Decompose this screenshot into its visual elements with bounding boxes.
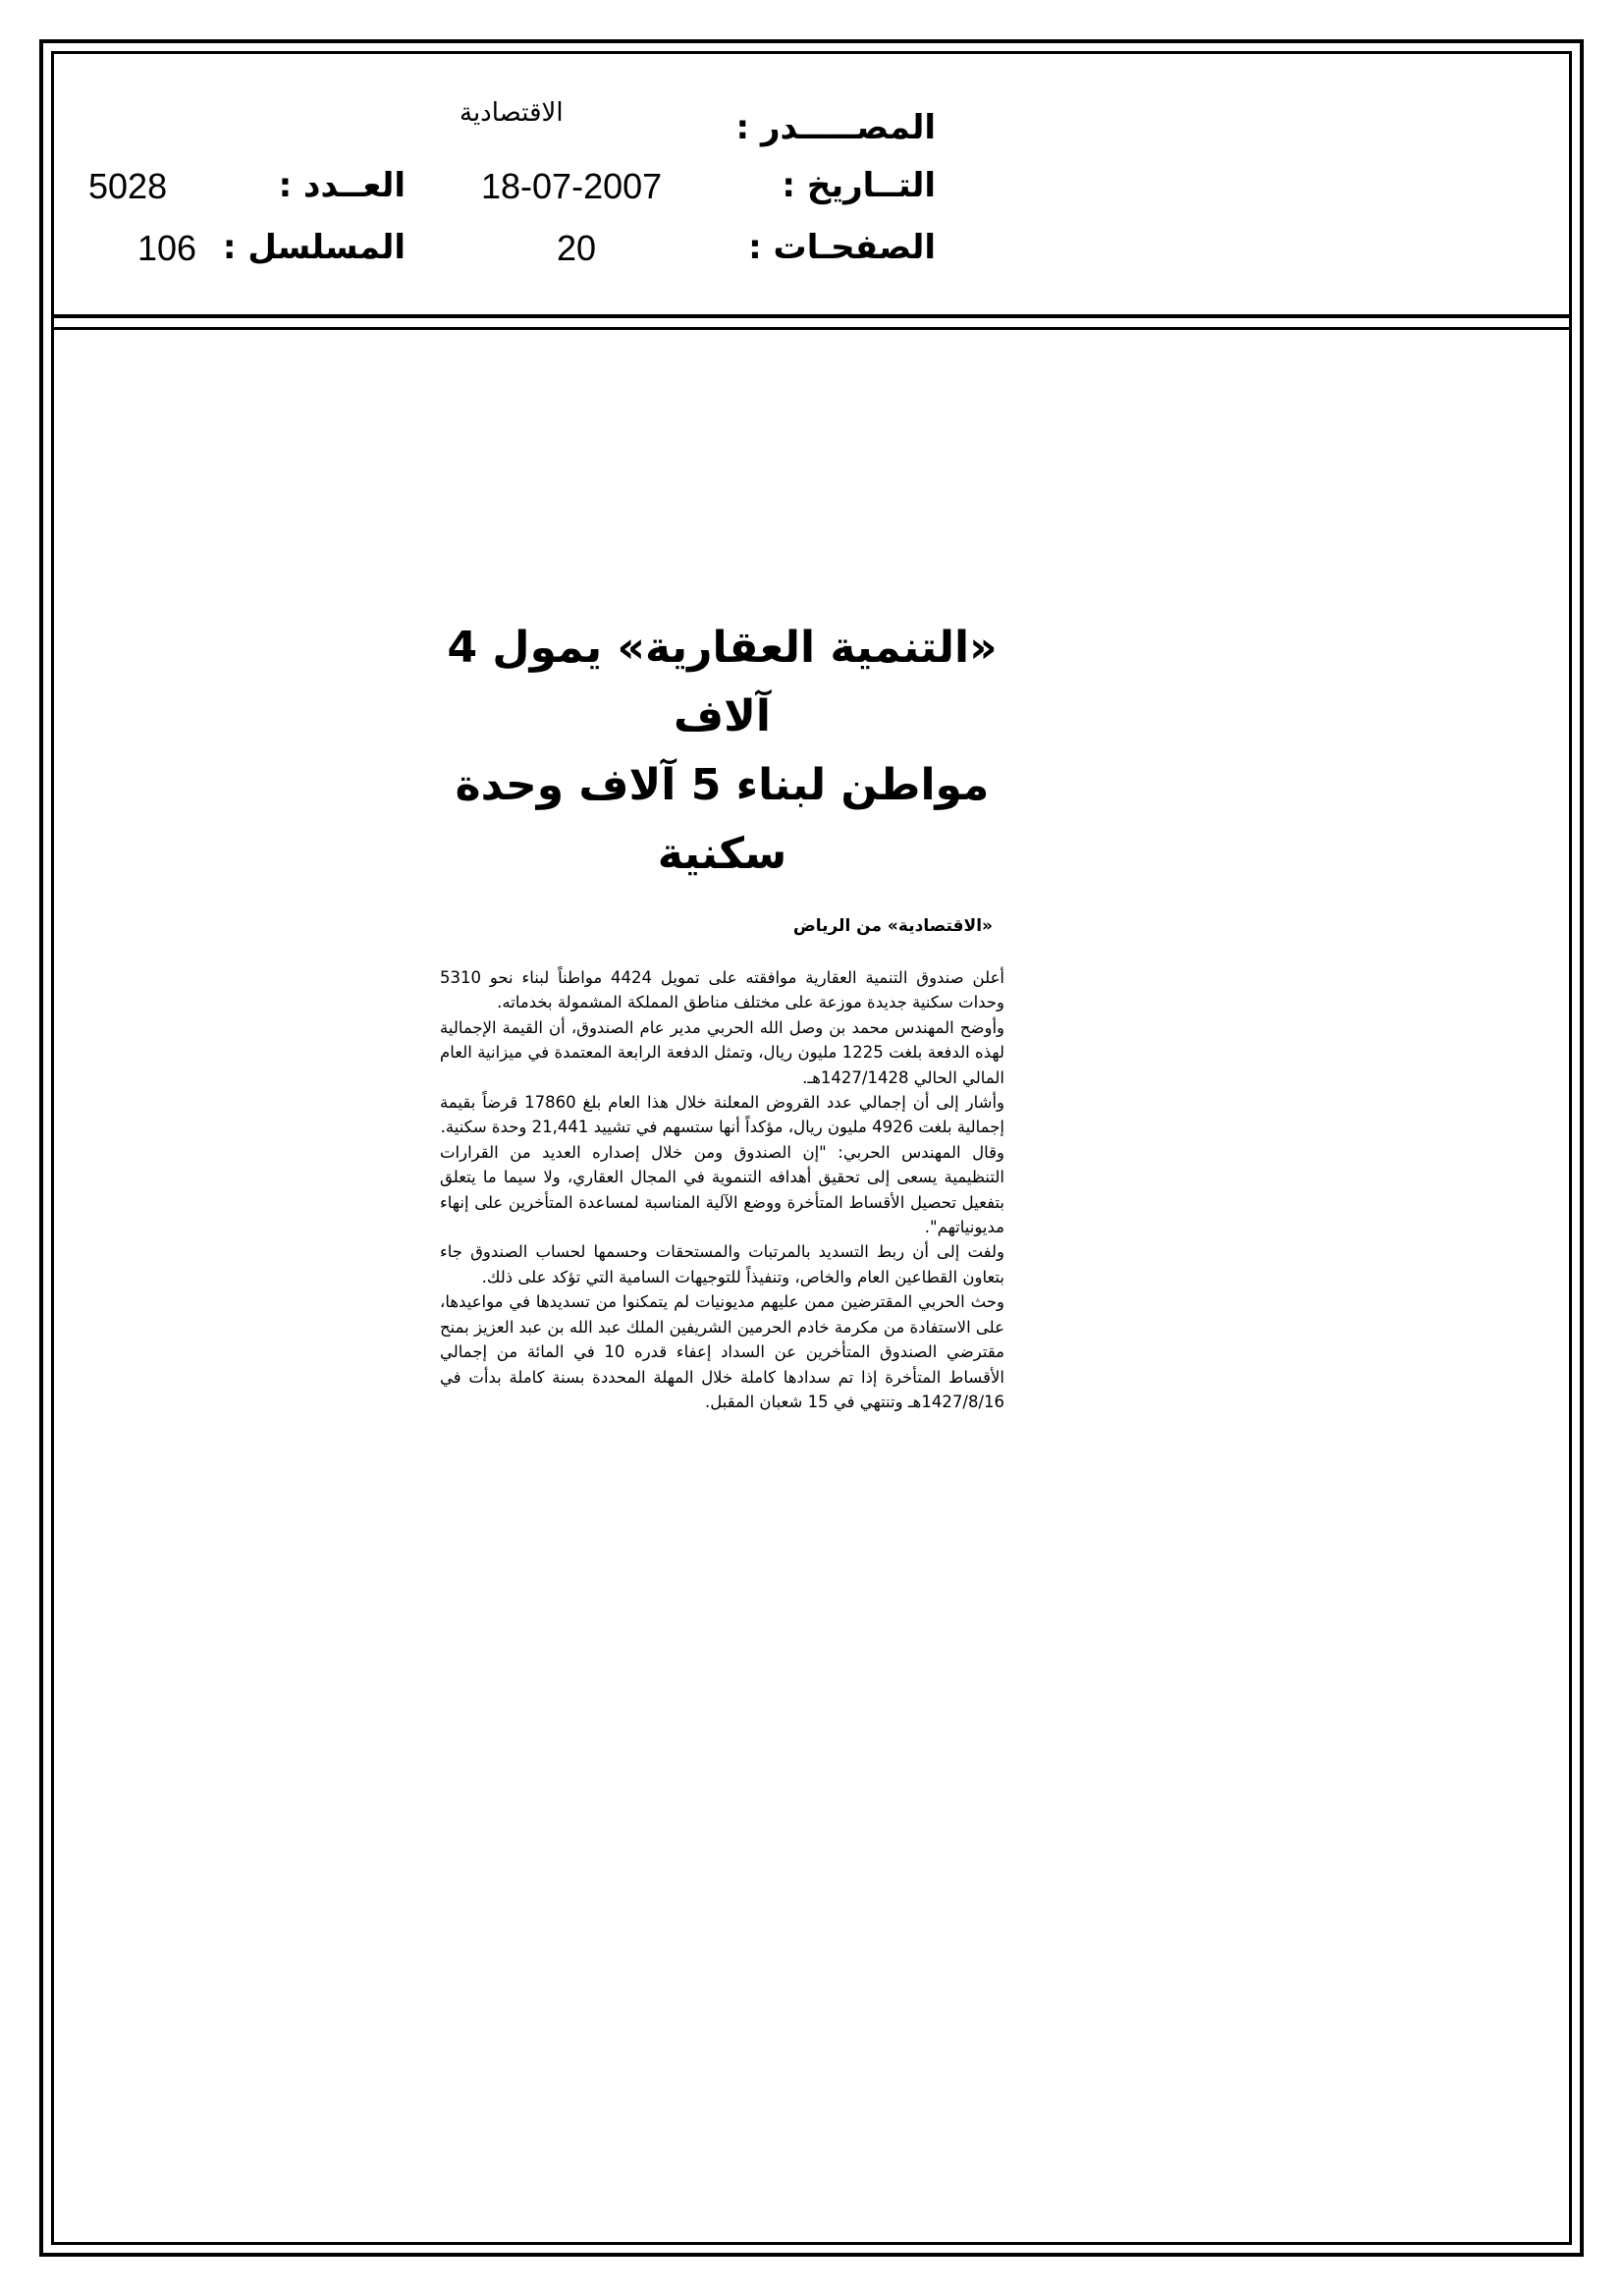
issue-value: 5028 <box>88 166 168 206</box>
paragraph: ولفت إلى أن ربط التسديد بالمرتبات والمستحقات وحسمها لحساب الصندوق جاء بتعاون القطاعين العام والخاص، وتنفيذاً للتوجيهات السامية التي تؤكد على ذلك. <box>440 1242 1004 1286</box>
headline-line-1: «التنمية العقارية» يمول 4 آلاف <box>447 623 998 741</box>
paragraph: وحث الحربي المقترضين ممن عليهم مديونيات لم يتمكنوا من تسديدها في مواعيدها، على الاستفادة من مكرمة خادم الحرمين الشريفين الملك عبد الله بن عبد العزيز بمنح مقترضي الصندوق المتأخرين عن السداد إعفاء قدره 10 في المائة من إجمالي الأقساط المتأخرة إذا تم سدادها كاملة خلال المهلة المحددة بسنة كاملة بدأت في 1427/8/16هـ وتنتهي في 15 شعبان المقبل. <box>440 1292 1005 1411</box>
article-clipping <box>440 614 1004 1414</box>
date-value: 18-07-2007 <box>481 166 663 206</box>
pages-value: 20 <box>557 228 597 268</box>
date-label: التــاريخ : <box>782 166 936 205</box>
byline: «الاقتصادية» من الرياض <box>792 916 993 936</box>
serial-label: المسلسل : <box>222 228 406 267</box>
paragraph: أعلن صندوق التنمية العقارية موافقته على تمويل 4424 مواطناً لبناء نحو 5310 وحدات سكنية جديدة موزعة على مختلف مناطق المملكة المشمولة بخدماته. <box>440 968 1004 1012</box>
header-divider <box>51 314 1572 318</box>
serial-value: 106 <box>137 228 197 268</box>
paragraph: وقال المهندس الحربي: "إن الصندوق ومن خلال إصداره العديد من القرارات التنظيمية يسعى إلى تحقيق أهدافه التنموية في المجال العقاري، ولا سيما ما يتعلق بتفعيل تحصيل الأقساط المتأخرة ووضع الآلية المناسبة لمساعدة المتأخرين على إنهاء مديونياتهم". <box>440 1142 1004 1237</box>
headline-line-2: مواطن لبناء 5 آلاف وحدة سكنية <box>455 760 990 879</box>
paragraph: وأوضح المهندس محمد بن وصل الله الحربي مدير عام الصندوق، أن القيمة الإجمالية لهذه الدفعة بلغت 1225 مليون ريال، وتمثل الدفعة الرابعة المعتمدة في ميزانية العام المالي الحالي 1427/1428هـ. <box>440 1017 1004 1087</box>
header-divider-inner <box>51 327 1572 330</box>
article-body <box>440 965 1004 1414</box>
pages-label: الصفحـات : <box>748 228 936 267</box>
source-label: المصـــــدر : <box>735 108 936 147</box>
issue-label: العــدد : <box>278 166 406 205</box>
headline <box>440 614 1004 889</box>
paragraph: وأشار إلى أن إجمالي عدد القروض المعلنة خلال هذا العام بلغ 17860 قرضاً بقيمة إجمالية بلغت 4926 مليون ريال، مؤكداً أنها ستسهم في تشييد 21,441 وحدة سكنية. <box>440 1093 1004 1137</box>
source-value: الاقتصادية <box>460 98 564 128</box>
